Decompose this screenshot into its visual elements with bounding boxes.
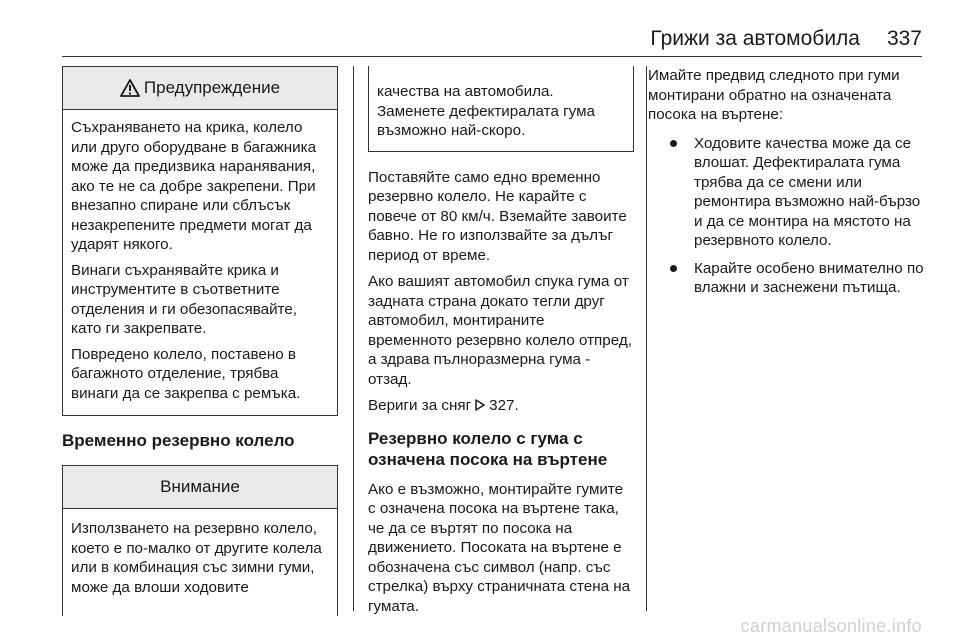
body-paragraph: Поставяйте само едно временно резервно колело. Не карайте с повече от 80 км/ч. Вземайте завоите бавно. Не го използвайте за дълъг период от време.: [368, 168, 627, 264]
snow-chains-page-link[interactable]: 327.: [489, 397, 519, 414]
warning-paragraph: Винаги съхранявайте крика и инструментите в съответните отделения и ги обезопасявайте, като ги закрепвате.: [71, 261, 298, 337]
caution-box-body: [63, 509, 337, 609]
caution-box-header: [63, 466, 337, 509]
warning-paragraph: Повредено колело, поставено в багажното отделение, трябва винаги да се закрепва с ремъка.: [71, 345, 301, 402]
column-2: [368, 66, 632, 623]
intro-paragraph: Имайте предвид следното при гуми монтирани обратно на означената посока на въртене:: [648, 67, 900, 123]
caution-box-continued: [368, 66, 634, 152]
bullet-item: Ходовите качества може да се влошат. Дефектиралата гума трябва да се смени или ремонтира възможно най-бързо и да се монтира на мястото на резервното колело.: [670, 134, 926, 251]
bullet-list: [648, 134, 926, 298]
body-paragraph: Ако вашият автомобил спука гума от задната страна докато тегли друг автомобил, монтираните временното резервно колело отпред, а здрава пълноразмерна гума - отзад.: [368, 273, 632, 388]
caution-box-title: Внимание: [160, 477, 240, 496]
warning-box: [62, 66, 338, 416]
snow-chains-reference: [368, 396, 632, 416]
snow-chains-text: Вериги за сняг: [368, 397, 472, 414]
header-divider: [62, 56, 922, 57]
warning-box-body: [63, 110, 337, 415]
caution-continued-text: качества на автомобила. Заменете дефектиралата гума възможно най-скоро.: [377, 83, 595, 139]
column-1: [62, 66, 338, 616]
warning-paragraph: Съхраняването на крика, колело или друго оборудване в багажника може да предизвика наранявания, ако те не са добре закрепени. При внезапно спиране или сблъсък незакрепените предмети могат да ударят някого.: [71, 119, 317, 253]
column-3: [648, 66, 926, 306]
watermark: carmanualsonline.info: [740, 616, 922, 636]
caution-paragraph: Използването на резервно колело, което е по-малко от другите колела или в комбинация със зимни гуми, може да влоши ходовите: [71, 520, 322, 596]
warning-triangle-icon: [120, 79, 140, 97]
section-heading-directional-tire: Резервно колело с гума с означена посока на въртене: [368, 428, 608, 469]
bullet-item: Карайте особено внимателно по влажни и заснежени пътища.: [670, 259, 926, 298]
warning-box-header: [63, 67, 337, 110]
column-divider-2: [646, 66, 647, 611]
cross-reference-arrow-icon: [474, 398, 486, 412]
section-heading-temporary-spare: Временно резервно колело: [62, 431, 295, 450]
page-header: [0, 0, 960, 58]
page-number: 337: [886, 27, 922, 50]
column-divider-1: [353, 66, 354, 611]
body-paragraph: Ако е възможно, монтирайте гумите с означена посока на въртене така, че да се въртят по посока на движението. Посоката на въртене е обозначена със символ (напр. със стрелка) върху страничната стена на гумата.: [368, 480, 631, 615]
caution-box: [62, 465, 338, 616]
warning-box-title: Предупреждение: [143, 78, 281, 97]
column-2-body: [368, 168, 632, 617]
chapter-title: Грижи за автомобила: [650, 27, 860, 50]
